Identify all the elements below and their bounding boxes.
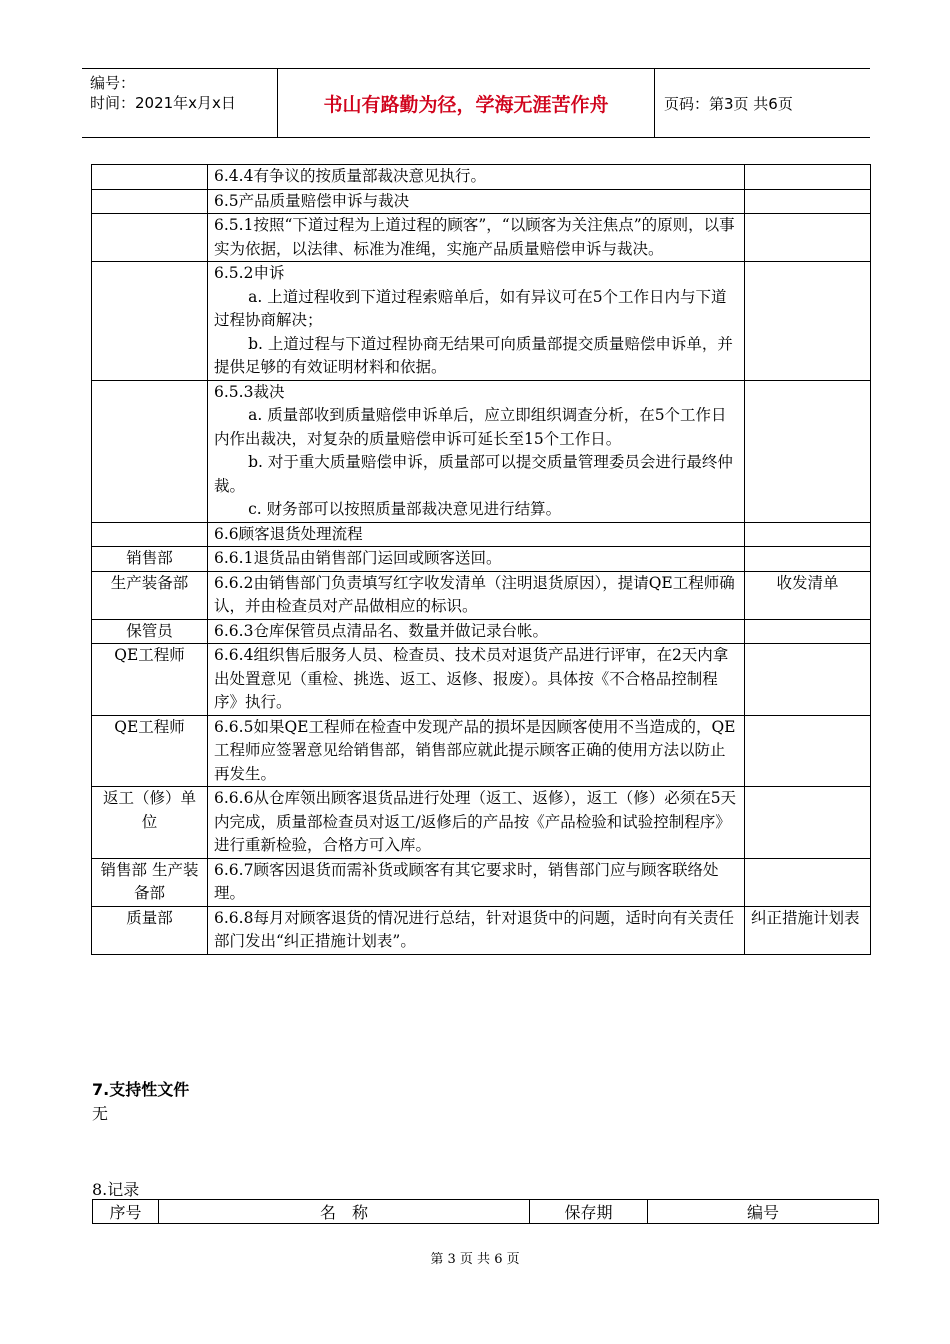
content-line: 6.6.3仓库保管员点清品名、数量并做记录台帐。 [214,621,548,640]
content-line: 6.6.7顾客因退货而需补货或顾客有其它要求时，销售部门应与顾客联络处理。 [214,860,719,902]
records-header-cell: 序号 [93,1200,159,1224]
content-cell [208,906,745,954]
record-cell [745,522,871,547]
dept-cell [92,189,208,214]
table-row [92,787,871,859]
table-row [92,619,871,644]
content-cell [208,189,745,214]
header-page-label: 页码：第3页 共6页 [664,95,793,113]
dept-cell: QE工程师 [92,644,208,716]
record-cell [745,165,871,190]
dept-cell [92,380,208,522]
table-row [92,547,871,572]
content-cell [208,380,745,522]
content-line: c. 财务部可以按照质量部裁决意见进行结算。 [248,500,562,518]
dept-cell: 生产装备部 [92,571,208,619]
table-row [92,165,871,190]
section-7-body: 无 [92,1104,109,1123]
content-line: 6.6.4组织售后服务人员、检查员、技术员对退货产品进行评审，在2天内拿出处置意见（重检、挑选、返工、返修、报废）。具体按《不合格品控制程序》执行。 [214,646,729,711]
content-cell [208,619,745,644]
record-cell [745,189,871,214]
table-row [92,858,871,906]
content-cell [208,522,745,547]
content-line: a. 质量部收到质量赔偿申诉单后，应立即组织调查分析，在5个工作日内作出裁决，对复杂的质量赔偿申诉可延长至15个工作日。 [214,406,727,448]
content-line: b. 对于重大质量赔偿申诉，质量部可以提交质量管理委员会进行最终仲裁。 [214,453,733,495]
record-cell [745,262,871,381]
records-header-cell: 编号 [648,1200,879,1224]
table-row [92,906,871,954]
table-row [92,522,871,547]
dept-cell [92,214,208,262]
content-line: 6.5.2申诉 [214,264,285,282]
dept-cell [92,522,208,547]
dept-cell [92,262,208,381]
records-header-cell: 保存期 [530,1200,648,1224]
content-cell [208,214,745,262]
record-cell [745,715,871,787]
table-row [92,715,871,787]
records-header-row [93,1200,879,1224]
content-line: 6.6.5如果QE工程师在检查中发现产品的损坏是因顾客使用不当造成的，QE工程师应签署意见给销售部，销售部应就此提示顾客正确的使用方法以防止再发生。 [214,717,736,783]
page-header [82,68,870,138]
header-motto: 书山有路勤为径，学海无涯苦作舟 [277,69,655,137]
doc-number-label: 编号： [90,74,136,92]
dept-cell: 质量部 [92,906,208,954]
record-cell [745,547,871,572]
records-header-cell: 名 称 [159,1200,530,1224]
record-cell [745,858,871,906]
content-line: 6.5.3裁决 [214,382,285,401]
dept-cell: 返工（修）单位 [92,787,208,859]
dept-cell: QE工程师 [92,715,208,787]
table-row [92,214,871,262]
content-line: b. 上道过程与下道过程协商无结果可向质量部提交质量赔偿申诉单，并提供足够的有效证明材料和依据。 [214,334,733,376]
content-line: 6.6.1退货品由销售部门运回或顾客送回。 [214,549,502,567]
section-7-title: 7.支持性文件 [92,1080,190,1099]
record-cell [745,380,871,522]
dept-cell: 销售部 [92,547,208,572]
content-cell [208,571,745,619]
table-row [92,380,871,522]
record-cell: 收发清单 [745,571,871,619]
content-line: 6.6顾客退货处理流程 [214,524,363,543]
content-line: 6.6.6从仓库领出顾客退货品进行处理（返工、返修），返工（修）必须在5天内完成，质量部检查员对返工/返修后的产品按《产品检验和试验控制程序》进行重新检验，合格方可入库。 [214,789,737,854]
record-cell [745,644,871,716]
content-cell [208,547,745,572]
content-line: a. 上道过程收到下道过程索赔单后，如有异议可在5个工作日内与下道过程协商解决； [214,287,727,329]
table-row [92,262,871,381]
page-footer: 第 3 页 共 6 页 [430,1252,520,1267]
table-row [92,571,871,619]
records-table [92,1199,879,1224]
record-cell [745,619,871,644]
header-meta [90,73,236,113]
record-cell: 纠正措施计划表 [745,906,871,954]
record-cell [745,214,871,262]
content-cell [208,165,745,190]
content-cell [208,715,745,787]
content-line: 6.5.1按照“下道过程为上道过程的顾客”，“以顾客为关注焦点”的原则，以事实为依据，以法律、标准为准绳，实施产品质量赔偿申诉与裁决。 [214,216,735,258]
content-cell [208,858,745,906]
table-row [92,189,871,214]
table-row [92,644,871,716]
content-line: 6.6.2由销售部门负责填写红字收发清单（注明退货原因），提请QE工程师确认，并由检查员对产品做相应的标识。 [214,573,735,615]
dept-cell: 保管员 [92,619,208,644]
section-8-title: 8.记录 [92,1180,140,1199]
content-line: 6.6.8每月对顾客退货的情况进行总结，针对退货中的问题，适时向有关责任部门发出“纠正措施计划表”。 [214,908,734,950]
procedure-table [91,164,871,955]
content-line: 6.5产品质量赔偿申诉与裁决 [214,191,410,210]
dept-cell [92,165,208,190]
content-cell [208,787,745,859]
doc-time-label: 时间：2021年x月x日 [90,94,236,112]
record-cell [745,787,871,859]
content-cell [208,644,745,716]
content-line: 6.4.4有争议的按质量部裁决意见执行。 [214,167,486,185]
dept-cell: 销售部 生产装备部 [92,858,208,906]
content-cell [208,262,745,381]
